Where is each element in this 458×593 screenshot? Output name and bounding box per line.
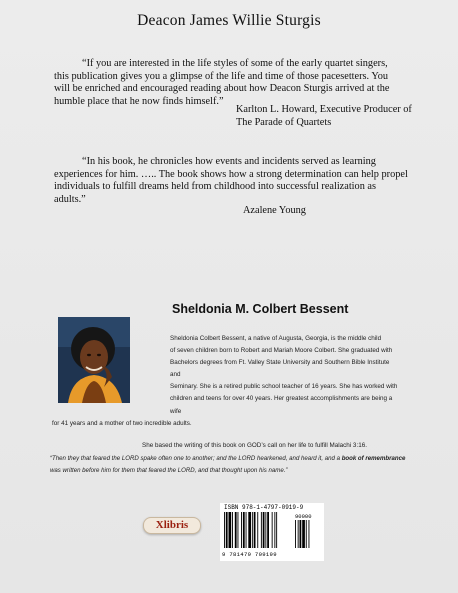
verse-text-1: “Then they that feared the LORD spake often one to another; and the LORD hearkened, and heard it, and a <box>50 455 340 462</box>
author-name: Sheldonia M. Colbert Bessent <box>172 302 349 316</box>
author-bio <box>52 333 400 430</box>
quote-2-text: “In his book, he chronicles how events and incidents served as learning experiences for him. ….. The book shows how a strong determination can help propel individuals to fulfill dreams held from childhood into successful realization as adults.” <box>54 156 408 205</box>
quote-1 <box>54 58 394 108</box>
barcode-bars <box>223 512 321 550</box>
bio-line: for 41 years and a mother of two incredible adults. <box>52 419 192 427</box>
publisher-logo: Xlibris <box>143 517 201 534</box>
quote-1-attribution <box>236 104 436 129</box>
isbn-text: ISBN 978-1-4797-0919-9 <box>224 504 304 511</box>
quote-1-attribution-line-2: The Parade of Quartets <box>236 116 332 128</box>
bio-line: Sheldonia Colbert Bessent, a native of Augusta, Georgia, is the middle child <box>170 335 382 342</box>
ean-digits: 9 781479 709199 <box>222 551 277 558</box>
page-title: Deacon James Willie Sturgis <box>137 12 321 29</box>
price-code: 90000 <box>295 513 312 520</box>
bio-based-on: She based the writing of this book on GOD’s call on her life to fulfill Malachi 3:16. <box>142 442 367 449</box>
verse-text-2: was written before him for them that feared the LORD, and that thought upon his name.” <box>50 467 288 474</box>
bio-line: of seven children born to Robert and Mariah Moore Colbert. She graduated with <box>170 347 393 355</box>
quote-2-attribution: Azalene Young <box>243 205 306 216</box>
isbn-barcode <box>220 503 324 561</box>
scripture-verse <box>50 453 412 477</box>
verse-emphasis: book of remembrance <box>341 455 406 462</box>
quote-1-text: “If you are interested in the life styles of some of the early quartet singers, this publication gives you a glimpse of the life and time of those pacesetters. You will be enriched and encouraged reading about how Deacon Sturgis arrived at the humble place that he now finds himself.” <box>54 58 390 107</box>
quote-2 <box>54 156 409 206</box>
bio-line: children and teens for over 40 years. Her greatest accomplishments are being a wife <box>170 395 393 415</box>
bio-line: Seminary. She is a retired public school teacher of 16 years. She has worked with <box>170 383 398 391</box>
bio-line: Bachelors degrees from Ft. Valley State University and Southern Bible Institute and <box>170 359 390 379</box>
quote-1-attribution-line-1: Karlton L. Howard, Executive Producer of <box>236 104 412 115</box>
